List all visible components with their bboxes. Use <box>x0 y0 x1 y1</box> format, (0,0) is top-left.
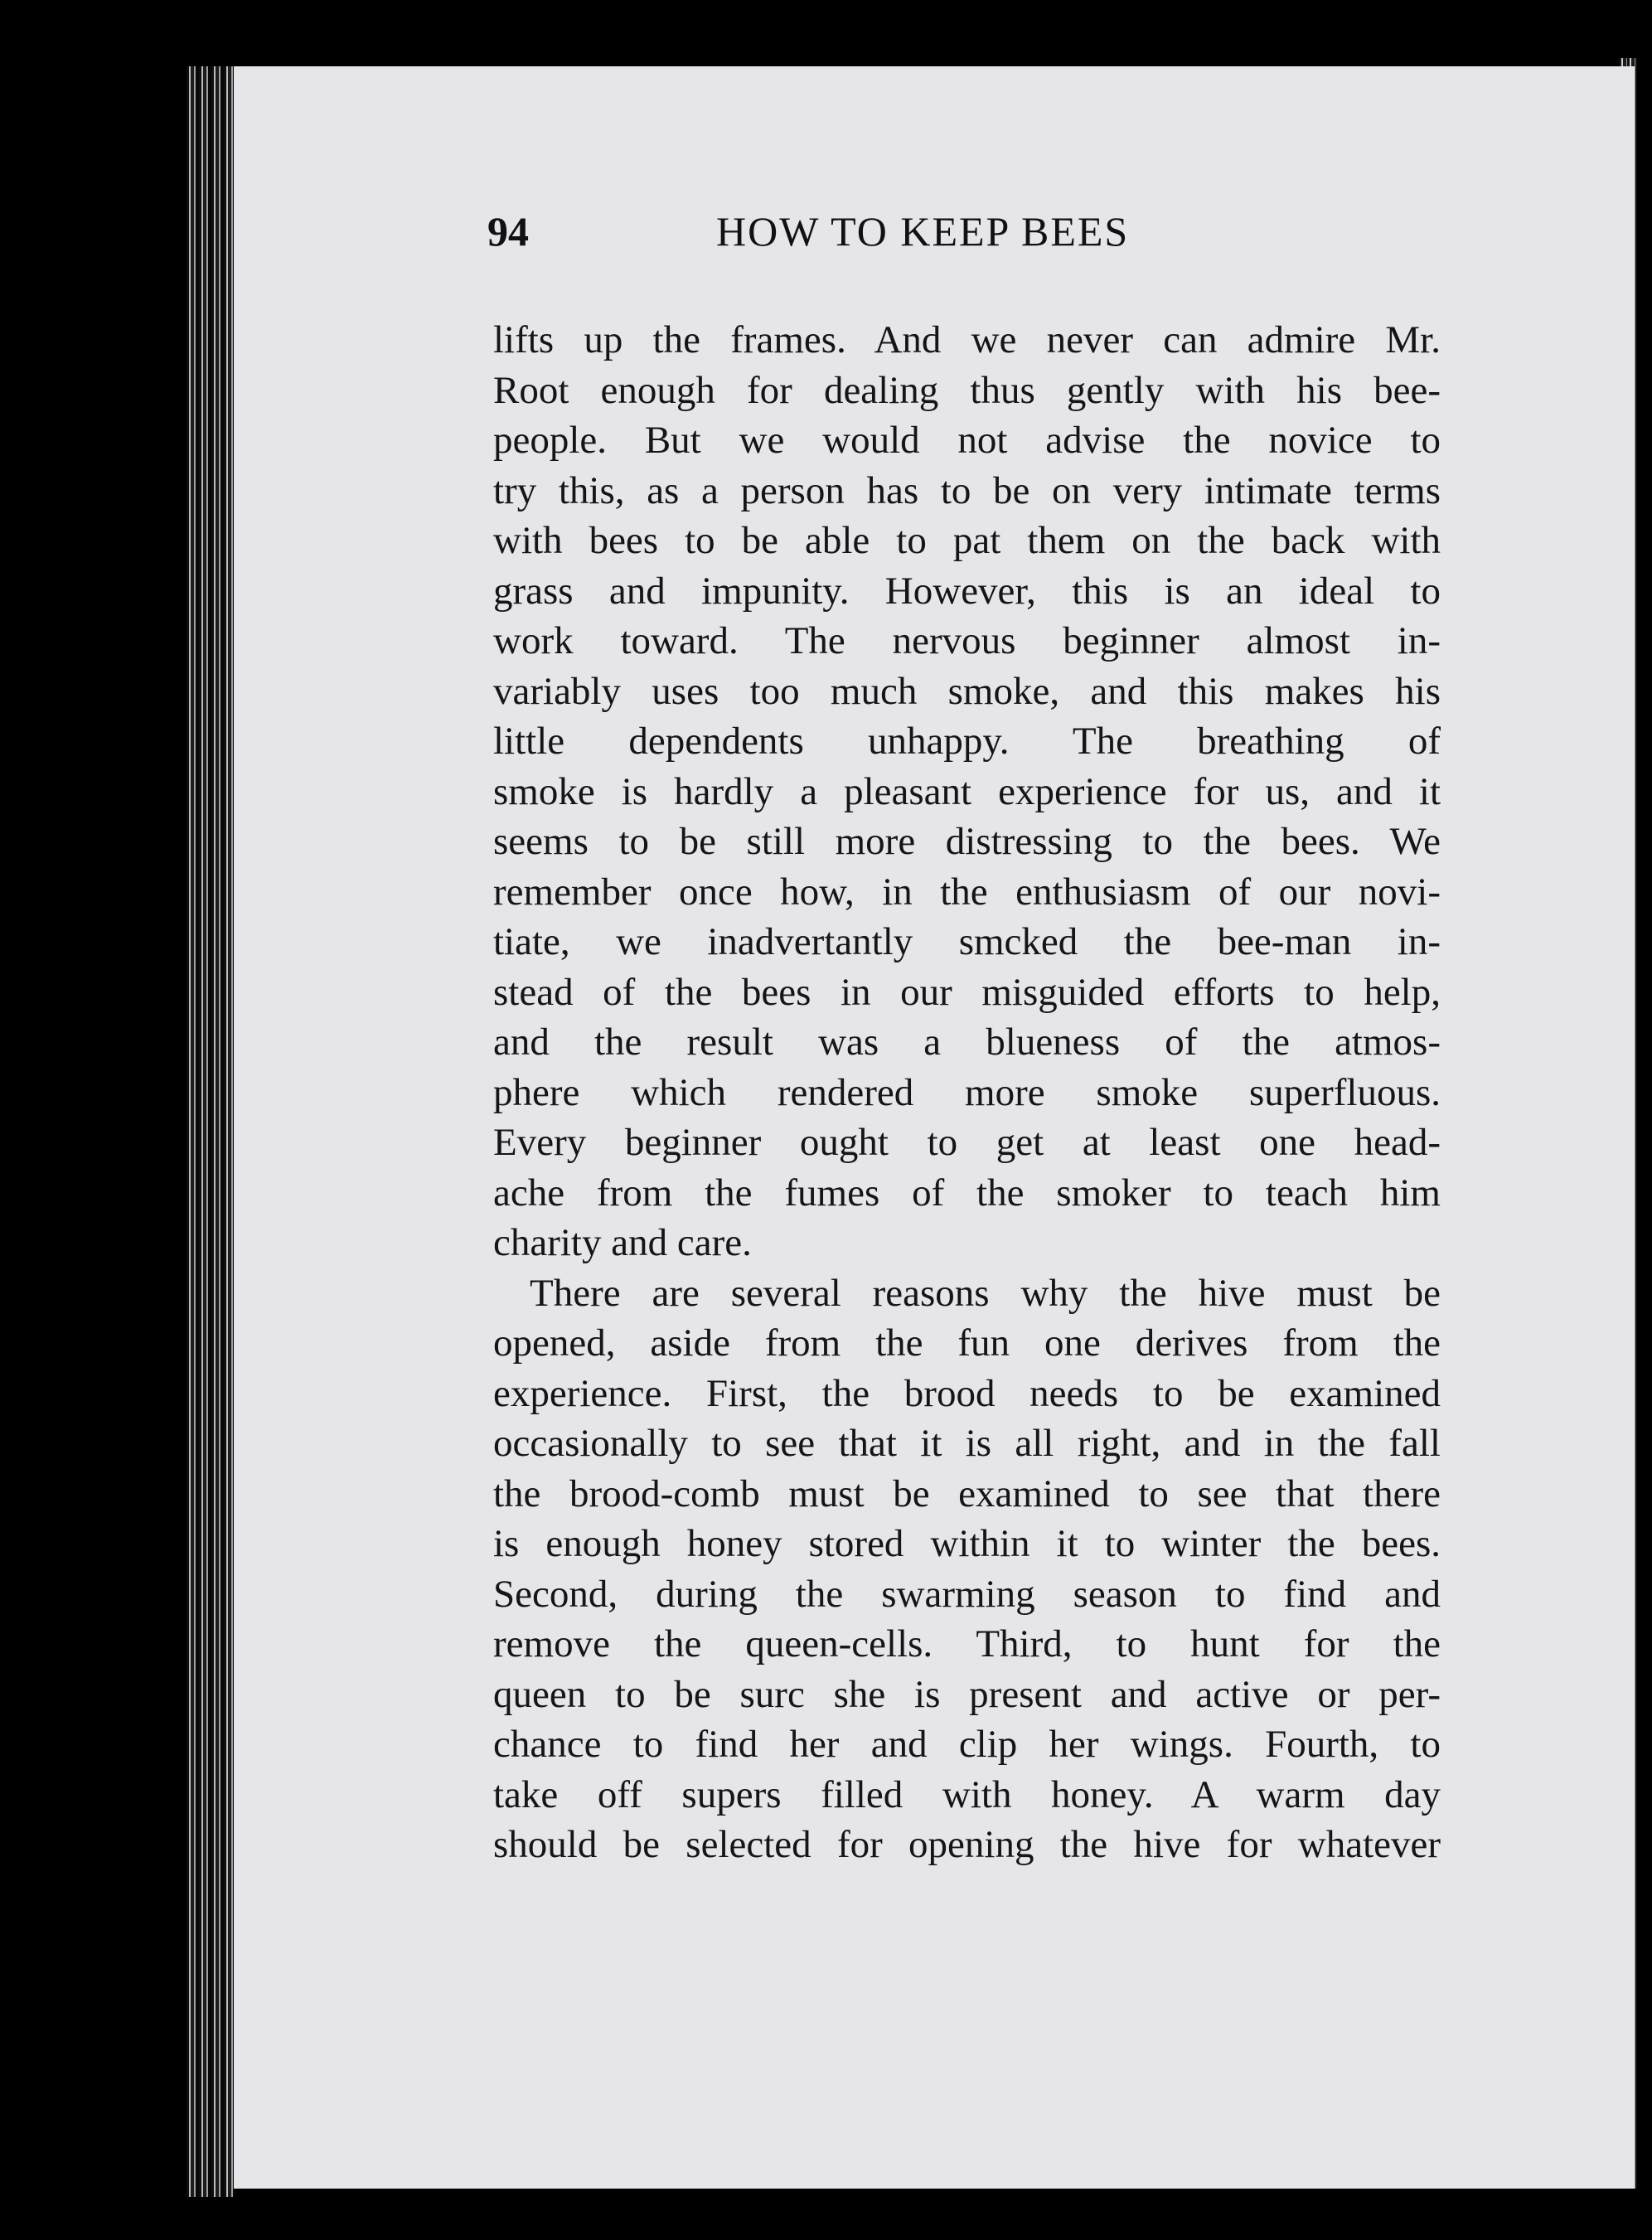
text-line: work toward. The nervous beginner almost in- <box>493 619 1441 662</box>
text-line: lifts up the frames. And we never can admire Mr. <box>493 318 1441 361</box>
text-line: phere which rendered more smoke superfluous. <box>493 1070 1441 1114</box>
text-line: Second, during the swarming season to find and <box>493 1572 1441 1616</box>
page-number: 94 <box>487 208 529 255</box>
text-line: people. But we would not advise the novice to <box>493 419 1441 462</box>
text-line: Root enough for dealing thus gently with his bee- <box>493 368 1441 412</box>
body-text <box>493 315 1441 1870</box>
text-line: is enough honey stored within it to winter the bees. <box>493 1522 1441 1565</box>
running-head <box>234 207 1635 274</box>
text-line: opened, aside from the fun one derives from the <box>493 1321 1441 1365</box>
text-line: stead of the bees in our misguided efforts to help, <box>493 970 1441 1014</box>
text-line: take off supers filled with honey. A warm day <box>493 1772 1441 1816</box>
text-line: variably uses too much smoke, and this makes his <box>493 669 1441 713</box>
text-line: occasionally to see that it is all right, and in the fall <box>493 1422 1441 1465</box>
paragraph-2 <box>493 1268 1441 1870</box>
text-line: with bees to be able to pat them on the back with <box>493 519 1441 562</box>
text-line: smoke is hardly a pleasant experience for us, and it <box>493 769 1441 813</box>
text-line: should be selected for opening the hive for whatever <box>493 1823 1441 1866</box>
text-line: tiate, we inadvertantly smcked the bee-man in- <box>493 920 1441 963</box>
text-line: the brood-comb must be examined to see that there <box>493 1472 1441 1515</box>
text-line: ache from the fumes of the smoker to teach him <box>493 1171 1441 1215</box>
paragraph-1 <box>493 315 1441 1268</box>
text-line: Every beginner ought to get at least one head- <box>493 1121 1441 1164</box>
text-line: experience. First, the brood needs to be examined <box>493 1371 1441 1415</box>
text-line: little dependents unhappy. The breathing of <box>493 720 1441 763</box>
book-page-edges <box>187 66 236 2197</box>
text-line: remember once how, in the enthusiasm of our novi- <box>493 870 1441 914</box>
text-line: There are several reasons why the hive must be <box>530 1271 1441 1315</box>
text-line: and the result was a blueness of the atmos- <box>493 1021 1441 1064</box>
text-line: try this, as a person has to be on very intimate terms <box>493 468 1441 512</box>
text-line: remove the queen-cells. Third, to hunt for the <box>493 1622 1441 1665</box>
text-line: seems to be still more distressing to the bees. We <box>493 820 1441 863</box>
text-line: grass and impunity. However, this is an ideal to <box>493 569 1441 613</box>
text-line: queen to be surc she is present and active or per- <box>493 1672 1441 1716</box>
text-line: chance to find her and clip her wings. Fourth, to <box>493 1723 1441 1766</box>
book-page <box>234 66 1635 2189</box>
running-title: HOW TO KEEP BEES <box>716 208 1130 255</box>
text-line: charity and care. <box>493 1221 752 1264</box>
